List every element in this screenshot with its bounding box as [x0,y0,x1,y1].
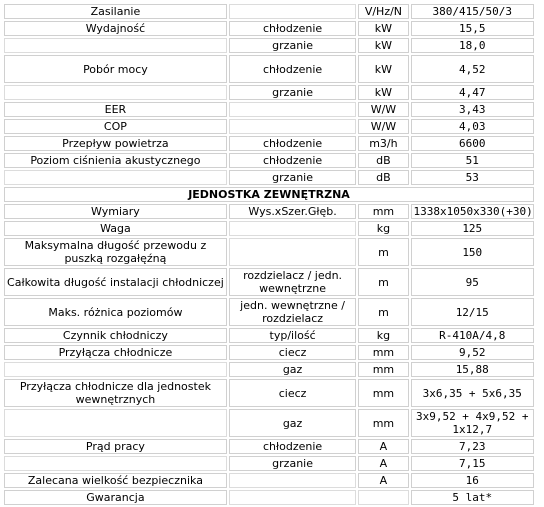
section-row [4,187,534,202]
param-label: Prąd pracy [4,439,227,454]
param-mode [229,102,356,117]
table-row [4,204,534,219]
param-label: Gwarancja [4,490,227,505]
param-label: Waga [4,221,227,236]
param-label: Przyłącza chłodnicze dla jednostek wewnętrznych [4,379,227,407]
param-label: Poziom ciśnienia akustycznego [4,153,227,168]
param-value: 380/415/50/3 [411,4,534,19]
param-unit: W/W [358,119,408,134]
param-value: 3x6,35 + 5x6,35 [411,379,534,407]
param-value: 16 [411,473,534,488]
param-value: 7,15 [411,456,534,471]
param-mode: chłodzenie [229,55,356,83]
table-row [4,238,534,266]
param-label [4,456,227,471]
param-label [4,85,227,100]
param-label: Zasilanie [4,4,227,19]
param-unit: A [358,473,408,488]
table-row [4,55,534,83]
param-mode: rozdzielacz / jedn. wewnętrzne [229,268,356,296]
param-mode: grzanie [229,456,356,471]
param-value: 95 [411,268,534,296]
param-unit: mm [358,409,408,437]
param-mode: gaz [229,409,356,437]
param-mode: chłodzenie [229,21,356,36]
param-unit: mm [358,204,408,219]
spec-table-body [4,4,534,505]
param-value: 18,0 [411,38,534,53]
table-row [4,170,534,185]
param-unit: kg [358,221,408,236]
param-mode: ciecz [229,379,356,407]
table-row [4,298,534,326]
table-row [4,21,534,36]
param-value: 125 [411,221,534,236]
table-row [4,268,534,296]
param-unit: m3/h [358,136,408,151]
param-label: EER [4,102,227,117]
param-value: 4,03 [411,119,534,134]
param-label: COP [4,119,227,134]
param-mode: jedn. wewnętrzne / rozdzielacz [229,298,356,326]
param-unit: W/W [358,102,408,117]
param-label: Zalecana wielkość bezpiecznika [4,473,227,488]
param-mode: chłodzenie [229,439,356,454]
param-label: Pobór mocy [4,55,227,83]
param-unit: mm [358,362,408,377]
table-row [4,490,534,505]
param-label [4,170,227,185]
table-row [4,379,534,407]
param-value: 1338x1050x330(+30) [411,204,534,219]
param-value: 12/15 [411,298,534,326]
param-unit: m [358,238,408,266]
param-mode: typ/ilość [229,328,356,343]
param-mode: chłodzenie [229,153,356,168]
param-label [4,38,227,53]
table-row [4,473,534,488]
param-unit: m [358,298,408,326]
param-unit: kW [358,21,408,36]
param-value: 9,52 [411,345,534,360]
param-mode [229,4,356,19]
param-value: 3x9,52 + 4x9,52 + 1x12,7 [411,409,534,437]
param-value: 15,5 [411,21,534,36]
param-mode [229,490,356,505]
table-row [4,4,534,19]
param-label: Wydajność [4,21,227,36]
table-row [4,153,534,168]
table-row [4,409,534,437]
param-value: 51 [411,153,534,168]
param-mode: chłodzenie [229,136,356,151]
param-value: 53 [411,170,534,185]
param-label: Całkowita długość instalacji chłodniczej [4,268,227,296]
table-row [4,85,534,100]
param-unit: mm [358,379,408,407]
param-unit: m [358,268,408,296]
param-unit: A [358,456,408,471]
param-unit: dB [358,153,408,168]
param-label: Maksymalna długość przewodu z puszką rozgałęźną [4,238,227,266]
param-unit: V/Hz/N [358,4,408,19]
param-unit [358,490,408,505]
section-heading: JEDNOSTKA ZEWNĘTRZNA [4,187,534,202]
table-row [4,38,534,53]
param-label [4,409,227,437]
param-value: 3,43 [411,102,534,117]
param-label: Wymiary [4,204,227,219]
param-value: 6600 [411,136,534,151]
param-value: 4,47 [411,85,534,100]
param-label [4,362,227,377]
param-unit: kW [358,85,408,100]
param-mode: grzanie [229,170,356,185]
param-mode [229,238,356,266]
param-mode [229,119,356,134]
param-unit: mm [358,345,408,360]
param-mode: grzanie [229,38,356,53]
param-mode: grzanie [229,85,356,100]
table-row [4,456,534,471]
table-row [4,102,534,117]
param-mode [229,473,356,488]
table-row [4,345,534,360]
param-mode: Wys.xSzer.Głęb. [229,204,356,219]
param-label: Maks. różnica poziomów [4,298,227,326]
table-row [4,439,534,454]
param-label: Czynnik chłodniczy [4,328,227,343]
param-value: 4,52 [411,55,534,83]
spec-table [2,2,536,507]
table-row [4,119,534,134]
table-row [4,362,534,377]
param-value: 7,23 [411,439,534,454]
param-value: 5 lat* [411,490,534,505]
param-mode: ciecz [229,345,356,360]
param-value: 150 [411,238,534,266]
table-row [4,136,534,151]
table-row [4,328,534,343]
param-mode [229,221,356,236]
param-unit: kW [358,55,408,83]
param-value: 15,88 [411,362,534,377]
table-row [4,221,534,236]
param-unit: A [358,439,408,454]
param-value: R-410A/4,8 [411,328,534,343]
param-mode: gaz [229,362,356,377]
param-unit: kW [358,38,408,53]
param-unit: kg [358,328,408,343]
param-label: Przyłącza chłodnicze [4,345,227,360]
param-unit: dB [358,170,408,185]
param-label: Przepływ powietrza [4,136,227,151]
